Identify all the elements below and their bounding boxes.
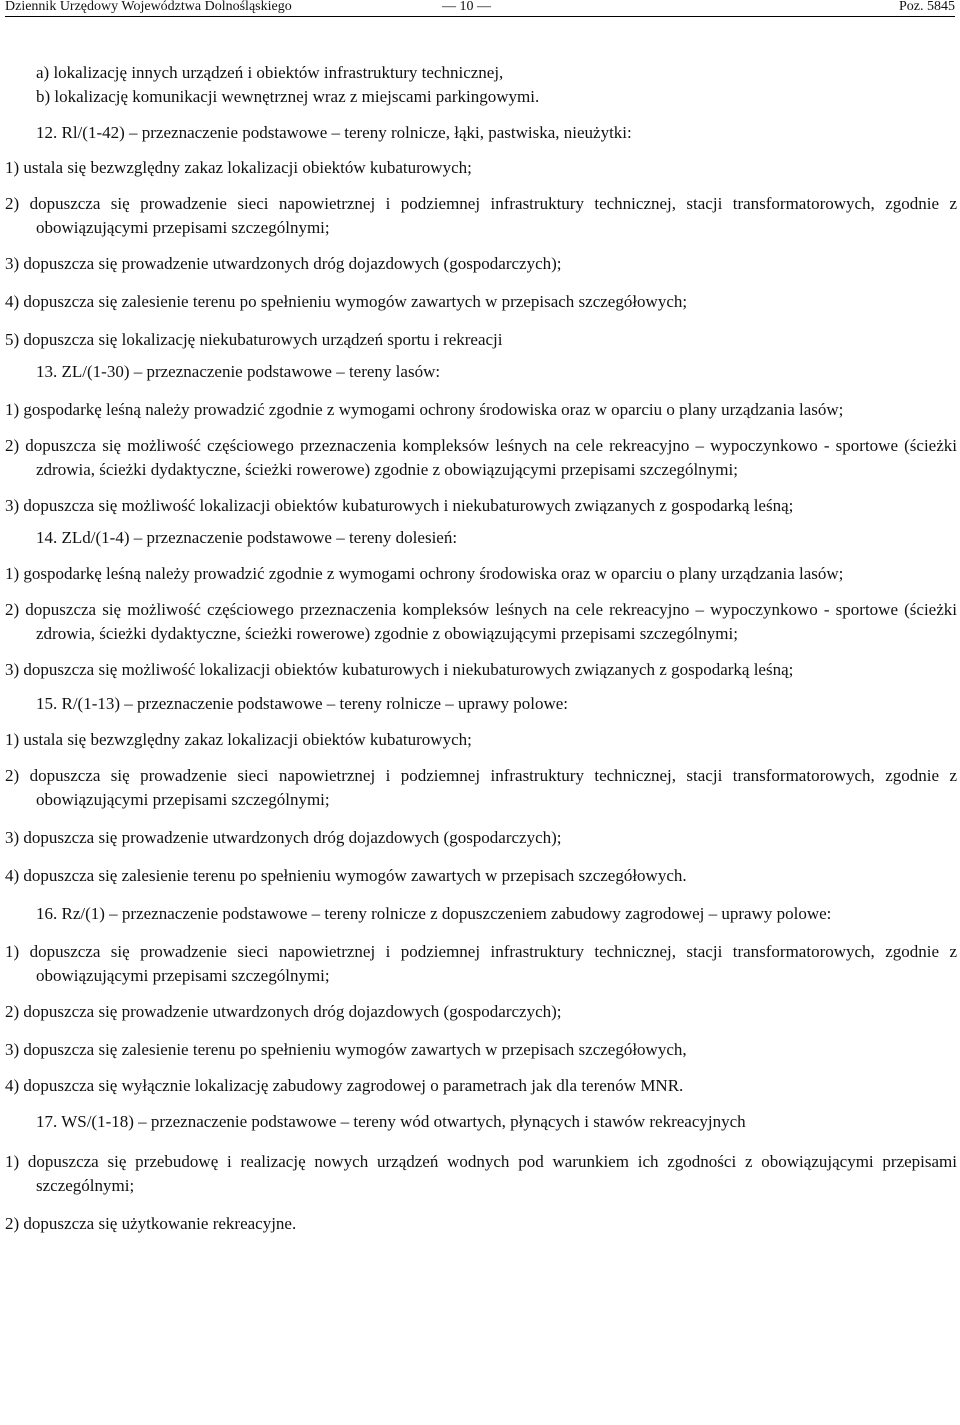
section-16-item-4: 4) dopuszcza się wyłącznie lokalizację zabudowy zagrodowej o parametrach jak dla terenów MNR. xyxy=(5,1076,684,1095)
section-13-item-2: 2) dopuszcza się możliwość częściowego przeznaczenia kompleksów leśnych na cele rekreacyjno – wypoczynkowo - sportowe (ścieżki zdrowia, ścieżki dydaktyczne, ścieżki rowerowe) zgodnie z obowiązującymi przepisami szczególnymi; xyxy=(5,436,957,479)
section-13-title: 13. ZL/(1-30) – przeznaczenie podstawowe – tereny lasów: xyxy=(36,362,441,381)
page-header xyxy=(5,0,955,17)
section-14-title: 14. ZLd/(1-4) – przeznaczenie podstawowe – tereny dolesień: xyxy=(36,528,458,547)
section-12-item-1: 1) ustala się bezwzględny zakaz lokalizacji obiektów kubaturowych; xyxy=(5,158,472,177)
section-17-item-1: 1) dopuszcza się przebudowę i realizację nowych urządzeń wodnych pod warunkiem ich zgodności z obowiązującymi przepisami szczególnymi; xyxy=(5,1152,957,1195)
journal-title: Dziennik Urzędowy Województwa Dolnośląskiego xyxy=(5,0,292,14)
section-17-item-2: 2) dopuszcza się użytkowanie rekreacyjne. xyxy=(5,1214,297,1233)
section-13-item-3: 3) dopuszcza się możliwość lokalizacji obiektów kubaturowych i niekubaturowych związanych z gospodarką leśną; xyxy=(5,496,794,515)
section-16-item-2: 2) dopuszcza się prowadzenie utwardzonych dróg dojazdowych (gospodarczych); xyxy=(5,1002,562,1021)
section-13-item-1: 1) gospodarkę leśną należy prowadzić zgodnie z wymogami ochrony środowiska oraz w oparciu o plany urządzania lasów; xyxy=(5,400,844,419)
section-14-item-2: 2) dopuszcza się możliwość częściowego przeznaczenia kompleksów leśnych na cele rekreacyjno – wypoczynkowo - sportowe (ścieżki zdrowia, ścieżki dydaktyczne, ścieżki rowerowe) zgodnie z obowiązującymi przepisami szczególnymi; xyxy=(5,600,957,643)
section-15-item-1: 1) ustala się bezwzględny zakaz lokalizacji obiektów kubaturowych; xyxy=(5,730,472,749)
section-15-item-4: 4) dopuszcza się zalesienie terenu po spełnieniu wymogów zawartych w przepisach szczegółowych. xyxy=(5,866,687,885)
section-14-item-3: 3) dopuszcza się możliwość lokalizacji obiektów kubaturowych i niekubaturowych związanych z gospodarką leśną; xyxy=(5,660,794,679)
section-15-title: 15. R/(1-13) – przeznaczenie podstawowe – tereny rolnicze – uprawy polowe: xyxy=(36,694,568,713)
section-14-item-1: 1) gospodarkę leśną należy prowadzić zgodnie z wymogami ochrony środowiska oraz w oparciu o plany urządzania lasów; xyxy=(5,564,844,583)
section-12-item-5: 5) dopuszcza się lokalizację niekubaturowych urządzeń sportu i rekreacji xyxy=(5,330,503,349)
section-16-item-3: 3) dopuszcza się zalesienie terenu po spełnieniu wymogów zawartych w przepisach szczegółowych, xyxy=(5,1040,687,1059)
intro-item-b: b) lokalizację komunikacji wewnętrznej wraz z miejscami parkingowymi. xyxy=(36,87,540,106)
section-12-item-2: 2) dopuszcza się prowadzenie sieci napowietrznej i podziemnej infrastruktury technicznej, stacji transformatorowych, zgodnie z obowiązującymi przepisami szczególnymi; xyxy=(5,194,957,237)
intro-item-a: a) lokalizację innych urządzeń i obiektów infrastruktury technicznej, xyxy=(36,63,504,82)
section-16-item-1: 1) dopuszcza się prowadzenie sieci napowietrznej i podziemnej infrastruktury technicznej, stacji transformatorowych, zgodnie z obowiązującymi przepisami szczególnymi; xyxy=(5,942,957,985)
section-12-item-3: 3) dopuszcza się prowadzenie utwardzonych dróg dojazdowych (gospodarczych); xyxy=(5,254,562,273)
section-12-item-4: 4) dopuszcza się zalesienie terenu po spełnieniu wymogów zawartych w przepisach szczegółowych; xyxy=(5,292,688,311)
page-number: — 10 — xyxy=(442,0,491,14)
position-number: Poz. 5845 xyxy=(899,0,955,14)
section-16-title: 16. Rz/(1) – przeznaczenie podstawowe – tereny rolnicze z dopuszczeniem zabudowy zagrodowej – uprawy polowe: xyxy=(36,904,832,923)
document-body xyxy=(5,61,957,1236)
section-12-title: 12. Rl/(1-42) – przeznaczenie podstawowe – tereny rolnicze, łąki, pastwiska, nieużytki: xyxy=(36,123,632,142)
section-17-title: 17. WS/(1-18) – przeznaczenie podstawowe – tereny wód otwartych, płynących i stawów rekreacyjnych xyxy=(36,1112,746,1131)
section-15-item-2: 2) dopuszcza się prowadzenie sieci napowietrznej i podziemnej infrastruktury technicznej, stacji transformatorowych, zgodnie z obowiązującymi przepisami szczególnymi; xyxy=(5,766,957,809)
section-15-item-3: 3) dopuszcza się prowadzenie utwardzonych dróg dojazdowych (gospodarczych); xyxy=(5,828,562,847)
